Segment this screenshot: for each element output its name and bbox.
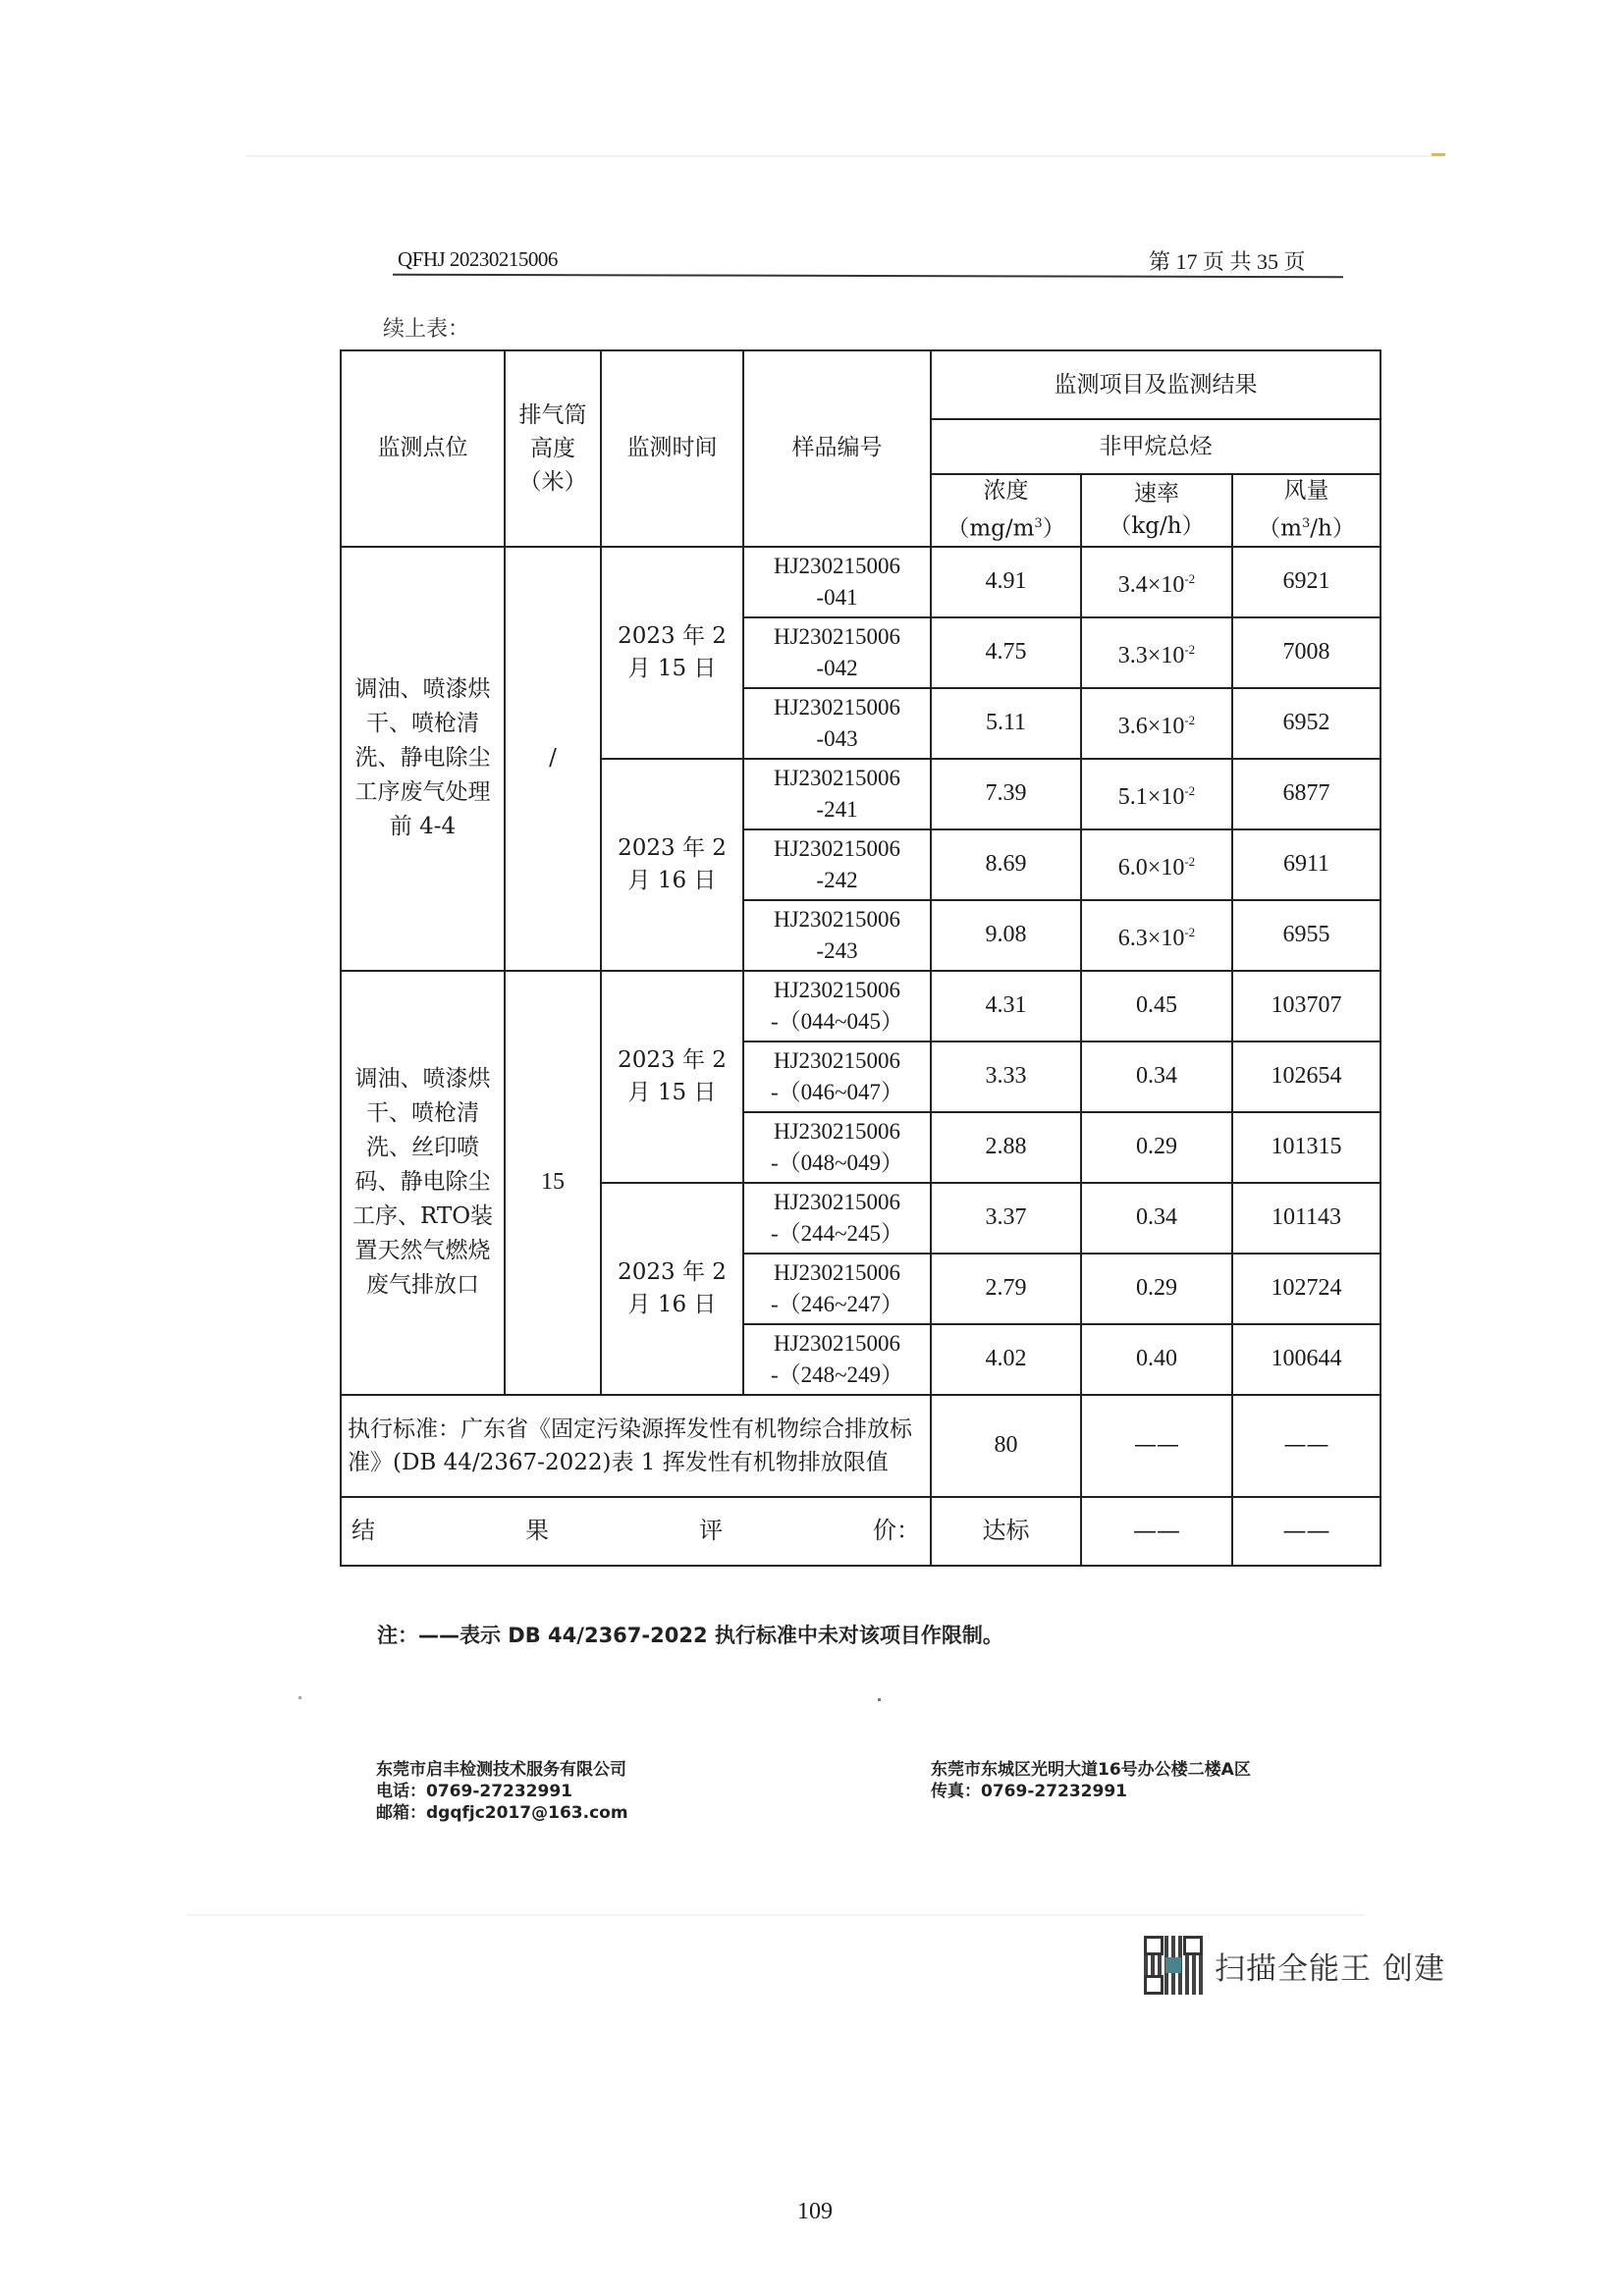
watermark-text: 扫描全能王 创建 bbox=[1215, 1950, 1445, 1987]
rate-cell: $3.6\times 10^{-2}$ bbox=[1081, 688, 1232, 759]
rate-cell: $3.4\times 10^{-2}$ bbox=[1081, 547, 1232, 617]
flow-cell: 102654 bbox=[1232, 1041, 1380, 1112]
sample-id-cell: HJ230215006 -（044~045） bbox=[743, 971, 931, 1041]
rate-cell: 0.40 bbox=[1081, 1324, 1232, 1395]
flow-cell: 103707 bbox=[1232, 971, 1380, 1041]
header-group: 监测项目及监测结果 bbox=[931, 350, 1380, 419]
header-sample-id: 样品编号 bbox=[743, 350, 931, 547]
concentration-cell: 2.88 bbox=[931, 1112, 1081, 1183]
result-flow: —— bbox=[1232, 1497, 1380, 1566]
concentration-unit: $(mg/m^3)$ bbox=[947, 515, 1065, 542]
header-rate bbox=[1081, 474, 1232, 547]
flow-unit: $(m^3/h)$ bbox=[1258, 515, 1355, 542]
sample-id-cell: HJ230215006 -243 bbox=[743, 900, 931, 971]
table-row bbox=[341, 547, 1380, 617]
result-row bbox=[341, 1497, 1380, 1566]
header-location: 监测点位 bbox=[341, 350, 505, 547]
rate-label: 速率 bbox=[1134, 480, 1179, 507]
concentration-cell: 9.08 bbox=[931, 900, 1081, 971]
header-flow bbox=[1232, 474, 1380, 547]
page-info: 第 17 页 共 35 页 bbox=[1149, 249, 1306, 274]
flow-cell: 6955 bbox=[1232, 900, 1380, 971]
sample-id-cell: HJ230215006 -041 bbox=[743, 547, 931, 617]
sample-id-cell: HJ230215006 -242 bbox=[743, 829, 931, 900]
sample-id-cell: HJ230215006 -（046~047） bbox=[743, 1041, 931, 1112]
date-cell: 2023 年 2 月 15 日 bbox=[601, 547, 743, 759]
footer-right bbox=[931, 1759, 1251, 1802]
company-name: 东莞市启丰检测技术服务有限公司 bbox=[376, 1760, 626, 1780]
header-item: 非甲烷总烃 bbox=[931, 419, 1380, 474]
continued-label: 续上表： bbox=[383, 317, 470, 342]
scan-artifact-line bbox=[245, 155, 1443, 157]
flow-cell: 101315 bbox=[1232, 1112, 1380, 1183]
header-stack-height: 排气筒高度（米） bbox=[505, 350, 601, 547]
flow-cell: 7008 bbox=[1232, 617, 1380, 688]
standard-label: 执行标准：广东省《固定污染源挥发性有机物综合排放标准》(DB 44/2367-2022)表 1 挥发性有机物排放限值 bbox=[341, 1395, 931, 1497]
rate-cell: $5.1\times 10^{-2}$ bbox=[1081, 759, 1232, 829]
result-label: 结 果 评 价： bbox=[341, 1497, 931, 1566]
stack-height-cell: / bbox=[505, 547, 601, 971]
rate-cell: 0.29 bbox=[1081, 1254, 1232, 1324]
sample-id-cell: HJ230215006 -241 bbox=[743, 759, 931, 829]
concentration-label: 浓度 bbox=[983, 478, 1029, 504]
header-time: 监测时间 bbox=[601, 350, 743, 547]
standard-flow: —— bbox=[1232, 1395, 1380, 1497]
flow-cell: 6921 bbox=[1232, 547, 1380, 617]
stack-height-cell: 15 bbox=[505, 971, 601, 1395]
scan-artifact-mark bbox=[1432, 153, 1445, 156]
flow-cell: 102724 bbox=[1232, 1254, 1380, 1324]
sample-id-cell: HJ230215006 -（244~245） bbox=[743, 1183, 931, 1254]
flow-cell: 6877 bbox=[1232, 759, 1380, 829]
flow-label: 风量 bbox=[1283, 478, 1329, 504]
date-cell: 2023 年 2 月 15 日 bbox=[601, 971, 743, 1183]
header-concentration bbox=[931, 474, 1081, 547]
scan-speck bbox=[878, 1698, 881, 1701]
company-address: 东莞市东城区光明大道16号办公楼二楼A区 bbox=[931, 1760, 1251, 1780]
scan-speck bbox=[298, 1696, 301, 1699]
rate-cell: $6.3\times 10^{-2}$ bbox=[1081, 900, 1232, 971]
standard-rate: —— bbox=[1081, 1395, 1232, 1497]
results-table bbox=[340, 349, 1381, 1567]
table-row bbox=[341, 971, 1380, 1041]
location-cell: 调油、喷漆烘干、喷枪清洗、丝印喷码、静电除尘工序、RTO装置天然气燃烧废气排放口 bbox=[341, 971, 505, 1395]
concentration-cell: 4.91 bbox=[931, 547, 1081, 617]
scan-artifact-line bbox=[187, 1914, 1365, 1916]
rate-unit: （kg/h） bbox=[1109, 512, 1205, 539]
table-note: 注：——表示 DB 44/2367-2022 执行标准中未对该项目作限制。 bbox=[377, 1624, 1003, 1647]
rate-cell: 0.45 bbox=[1081, 971, 1232, 1041]
rate-cell: 0.34 bbox=[1081, 1183, 1232, 1254]
sample-id-cell: HJ230215006 -（246~247） bbox=[743, 1254, 931, 1324]
concentration-cell: 7.39 bbox=[931, 759, 1081, 829]
rate-cell: $6.0\times 10^{-2}$ bbox=[1081, 829, 1232, 900]
standard-concentration: 80 bbox=[931, 1395, 1081, 1497]
concentration-cell: 5.11 bbox=[931, 688, 1081, 759]
result-rate: —— bbox=[1081, 1497, 1232, 1566]
concentration-cell: 8.69 bbox=[931, 829, 1081, 900]
qr-code-icon bbox=[1144, 1936, 1203, 1995]
concentration-cell: 4.75 bbox=[931, 617, 1081, 688]
sample-id-cell: HJ230215006 -（248~249） bbox=[743, 1324, 931, 1395]
flow-cell: 6911 bbox=[1232, 829, 1380, 900]
rate-cell: 0.34 bbox=[1081, 1041, 1232, 1112]
company-fax: 传真：0769-27232991 bbox=[931, 1782, 1127, 1801]
flow-cell: 101143 bbox=[1232, 1183, 1380, 1254]
date-cell: 2023 年 2 月 16 日 bbox=[601, 759, 743, 971]
concentration-cell: 2.79 bbox=[931, 1254, 1081, 1324]
sample-id-cell: HJ230215006 -043 bbox=[743, 688, 931, 759]
standard-row bbox=[341, 1395, 1380, 1497]
company-phone: 电话：0769-27232991 bbox=[376, 1782, 572, 1801]
page-number: 109 bbox=[797, 2199, 833, 2224]
sample-id-cell: HJ230215006 -（048~049） bbox=[743, 1112, 931, 1183]
flow-cell: 100644 bbox=[1232, 1324, 1380, 1395]
date-cell: 2023 年 2 月 16 日 bbox=[601, 1183, 743, 1395]
concentration-cell: 3.33 bbox=[931, 1041, 1081, 1112]
flow-cell: 6952 bbox=[1232, 688, 1380, 759]
concentration-cell: 4.31 bbox=[931, 971, 1081, 1041]
sample-id-cell: HJ230215006 -042 bbox=[743, 617, 931, 688]
rate-cell: 0.29 bbox=[1081, 1112, 1232, 1183]
footer-left bbox=[376, 1759, 628, 1824]
report-number: QFHJ 20230215006 bbox=[398, 247, 558, 271]
company-email: 邮箱：dgqfjc2017@163.com bbox=[376, 1803, 628, 1823]
concentration-cell: 3.37 bbox=[931, 1183, 1081, 1254]
result-concentration: 达标 bbox=[931, 1497, 1081, 1566]
concentration-cell: 4.02 bbox=[931, 1324, 1081, 1395]
rate-cell: $3.3\times 10^{-2}$ bbox=[1081, 617, 1232, 688]
scanner-watermark bbox=[1144, 1936, 1445, 1995]
location-cell: 调油、喷漆烘干、喷枪清洗、静电除尘工序废气处理前 4-4 bbox=[341, 547, 505, 971]
